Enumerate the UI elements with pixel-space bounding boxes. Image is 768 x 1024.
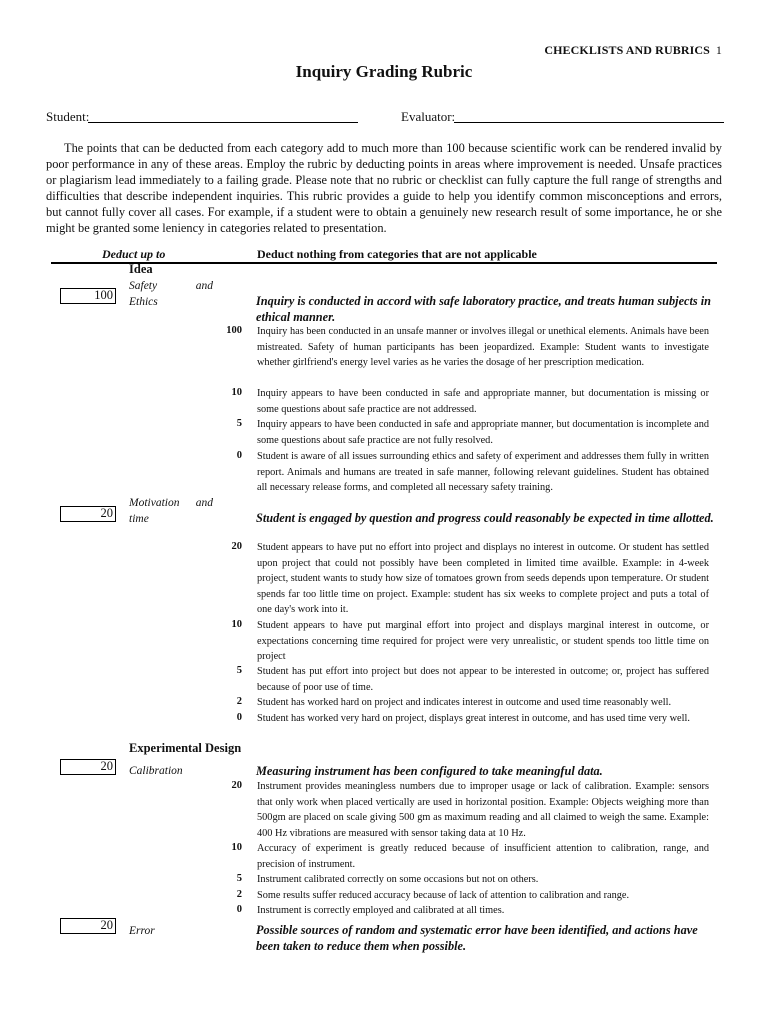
category-label-word: Safety (129, 280, 158, 292)
level-score: 10 (231, 619, 242, 630)
criterion-safety: Inquiry is conducted in accord with safe laboratory practice, and treats human subjects in ethical manner. (256, 294, 712, 324)
points-max: 20 (100, 918, 113, 932)
evaluator-label: Evaluator: (401, 109, 456, 124)
column-head-criteria: Deduct nothing from categories that are not applicable (257, 247, 537, 261)
level-score: 100 (226, 325, 242, 336)
category-label-error (129, 923, 213, 939)
intro-paragraph: The points that can be deducted from each category add to much more than 100 because scientific work can be rendered invalid by poor performance in any of these areas. Employ the rubric by deducting points in areas where improvement is needed. Unsafe practices or plagiarism lead immediately to a failing grade. Please note that no rubric or checklist can fully capture the full range of strengths and difficulties that describe independent inquiries. This rubric provides a guide to help you identify common misconceptions and errors, but cannot fully cover all cases. For example, if a student were to obtain a genuinely new research result of some importance, he or she might be granted some leniency in categories related to presentation. (46, 141, 722, 235)
level-score: 10 (231, 387, 242, 398)
section-title-experimental-design: Experimental Design (129, 741, 242, 755)
level-description: Inquiry has been conducted in an unsafe manner or involves illegal or unethical elements. Animals have been mistreated. Safety of human participants has been jeopardized. Example: Student wants to investigate whether girlfriend's energy level varies as he varies the dosage of her prescription medication. (257, 326, 709, 369)
running-head-text: CHECKLISTS AND RUBRICS (544, 43, 710, 57)
level-score: 2 (236, 696, 242, 707)
points-box-calibration[interactable] (60, 759, 116, 775)
level-score: 0 (236, 712, 242, 723)
category-label-word: Calibration (129, 765, 183, 777)
level-score: 5 (236, 418, 242, 429)
page-number: 1 (715, 43, 722, 57)
level-description: Inquiry appears to have been conducted in safe and appropriate manner, but documentation is incomplete and some questions about safe practice are not fully resolved. (257, 419, 709, 446)
page-title: Inquiry Grading Rubric (295, 62, 473, 81)
criterion-calibration: Measuring instrument has been configured to take meaningful data. (256, 764, 603, 778)
criterion-motivation: Student is engaged by question and progress could reasonably be expected in time allotted. (256, 511, 714, 525)
criterion-error: Possible sources of random and systematic error have been identified, and actions have been taken to reduce them when possible. (256, 923, 698, 953)
student-label: Student: (46, 109, 90, 124)
points-max: 20 (100, 506, 113, 520)
evaluator-field[interactable] (454, 122, 724, 123)
category-label-word: time (129, 513, 149, 525)
category-label-word: and (195, 497, 213, 509)
points-max: 100 (94, 288, 113, 302)
level-score: 0 (236, 450, 242, 461)
level-description: Some results suffer reduced accuracy because of lack of attention to calibration and range. (257, 890, 630, 901)
running-head (544, 43, 722, 58)
level-description: Student is aware of all issues surrounding ethics and safety of experiment and addresses them fully in written report. Animals and humans are treated in safe manner, following relevant guidelines. Student has obtained all necessary release forms, and completed all necessary safety training. (257, 451, 709, 494)
level-score: 0 (236, 904, 242, 915)
level-description: Student has worked hard on project and indicates interest in outcome and used time reasonably well. (257, 697, 672, 708)
level-description: Instrument provides meaningless numbers due to improper usage or lack of calibration. Example: sensors that only work when placed vertically are used in horizontal position. Example: Objects weighing more than 500gm are placed on scale giving 500 gm as maximum reading and all claimed to weigh the same. Example: 400 Hz vibrations are measured with sensor taking data at 10 Hz. (257, 781, 709, 839)
section-title-idea: Idea (129, 262, 153, 276)
level-description: Student has worked very hard on project, displays great interest in outcome, and has used time very well. (257, 713, 690, 724)
level-description: Student appears to have put marginal effort into project and displays marginal interest in outcome, or expectations concerning time required for project were very unrealistic, or student spends too little time on project (257, 620, 709, 663)
points-box-safety[interactable] (60, 288, 116, 304)
points-max: 20 (100, 759, 113, 773)
level-score: 5 (236, 665, 242, 676)
level-description: Inquiry appears to have been conducted in safe and appropriate manner, but documentation is missing or some questions about safe practice are not addressed. (257, 388, 709, 415)
category-label-word: Motivation (129, 497, 180, 509)
category-label-word: Ethics (129, 296, 158, 308)
level-description: Student has put effort into project but does not appear to be interested in outcome; or, project has suffered because of poor use of time. (257, 666, 709, 693)
level-description: Accuracy of experiment is greatly reduced because of insufficient attention to calibration, range, and precision of instrument. (257, 843, 709, 870)
level-description: Instrument is correctly employed and calibrated at all times. (257, 905, 505, 916)
level-score: 20 (231, 780, 242, 791)
category-label-safety (129, 278, 213, 310)
level-score: 20 (231, 541, 242, 552)
student-field[interactable] (88, 122, 358, 123)
level-score: 10 (231, 842, 242, 853)
points-box-error[interactable] (60, 918, 116, 934)
category-label-word: and (195, 280, 213, 292)
level-score: 5 (236, 873, 242, 884)
column-head-deduct: Deduct up to (102, 247, 166, 261)
category-label-motivation (129, 495, 213, 527)
level-description: Student appears to have put no effort into project and displays no interest in outcome. Or student has settled upon project that could not possibly have been completed in limited time availble. Example: in 4-week project, student wants to study how size of tomatoes grown from seeds depends upon temperature. Or student spends far too little time on project. Example: student has six weeks to complete project and puts a total of one day's work into it. (257, 542, 709, 616)
category-label-calibration (129, 763, 213, 779)
category-label-word: Error (129, 925, 155, 937)
level-score: 2 (236, 889, 242, 900)
points-box-motivation[interactable] (60, 506, 116, 522)
level-description: Instrument calibrated correctly on some occasions but not on others. (257, 874, 539, 885)
